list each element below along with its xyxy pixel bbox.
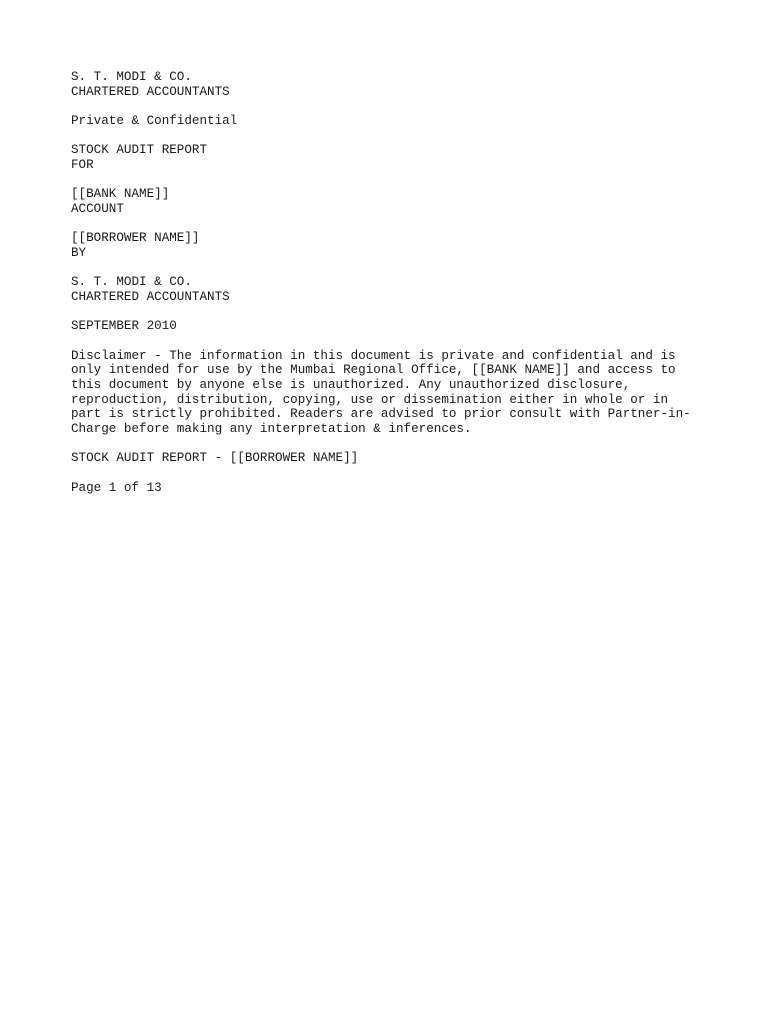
- by-label: BY: [71, 246, 87, 260]
- page-number-block: [71, 481, 711, 496]
- footer-title-block: [71, 451, 711, 466]
- firm-name: S. T. MODI & CO.: [71, 70, 192, 84]
- disclaimer-line: Disclaimer - The information in this document is private and confidential and is: [71, 348, 676, 363]
- account-label: ACCOUNT: [71, 202, 124, 216]
- bank-block: [71, 187, 711, 216]
- firm-title: CHARTERED ACCOUNTANTS: [71, 84, 230, 99]
- auditor-firm-title: CHARTERED ACCOUNTANTS: [71, 290, 230, 304]
- auditor-block: [71, 275, 711, 304]
- confidentiality-block: [71, 114, 711, 129]
- report-title: STOCK AUDIT REPORT: [71, 143, 208, 158]
- report-title-block: [71, 143, 711, 172]
- firm-header: [71, 70, 711, 99]
- disclaimer-line: only intended for use by the Mumbai Regional Office, [[BANK NAME]] and access to: [71, 363, 676, 378]
- page-indicator: Page 1 of 13: [71, 480, 162, 495]
- auditor-firm-name: S. T. MODI & CO.: [71, 275, 192, 290]
- document-page: [71, 70, 711, 510]
- borrower-block: [71, 231, 711, 260]
- bank-name: [[BANK NAME]]: [71, 187, 170, 202]
- report-date: SEPTEMBER 2010: [71, 319, 177, 334]
- disclaimer-line: reproduction, distribution, copying, use or dissemination either in whole or in: [71, 392, 669, 407]
- date-block: [71, 319, 711, 334]
- borrower-name: [[BORROWER NAME]]: [71, 231, 200, 246]
- disclaimer-line: Charge before making any interpretation & inferences.: [71, 422, 472, 437]
- for-label: FOR: [71, 158, 94, 172]
- footer-title: STOCK AUDIT REPORT - [[BORROWER NAME]]: [71, 451, 359, 466]
- disclaimer-paragraph: [71, 349, 711, 437]
- disclaimer-line: this document by anyone else is unauthorized. Any unauthorized disclosure,: [71, 378, 631, 392]
- disclaimer-line: part is strictly prohibited. Readers are advised to prior consult with Partner-in-: [71, 407, 691, 422]
- confidentiality-label: Private & Confidential: [71, 114, 238, 128]
